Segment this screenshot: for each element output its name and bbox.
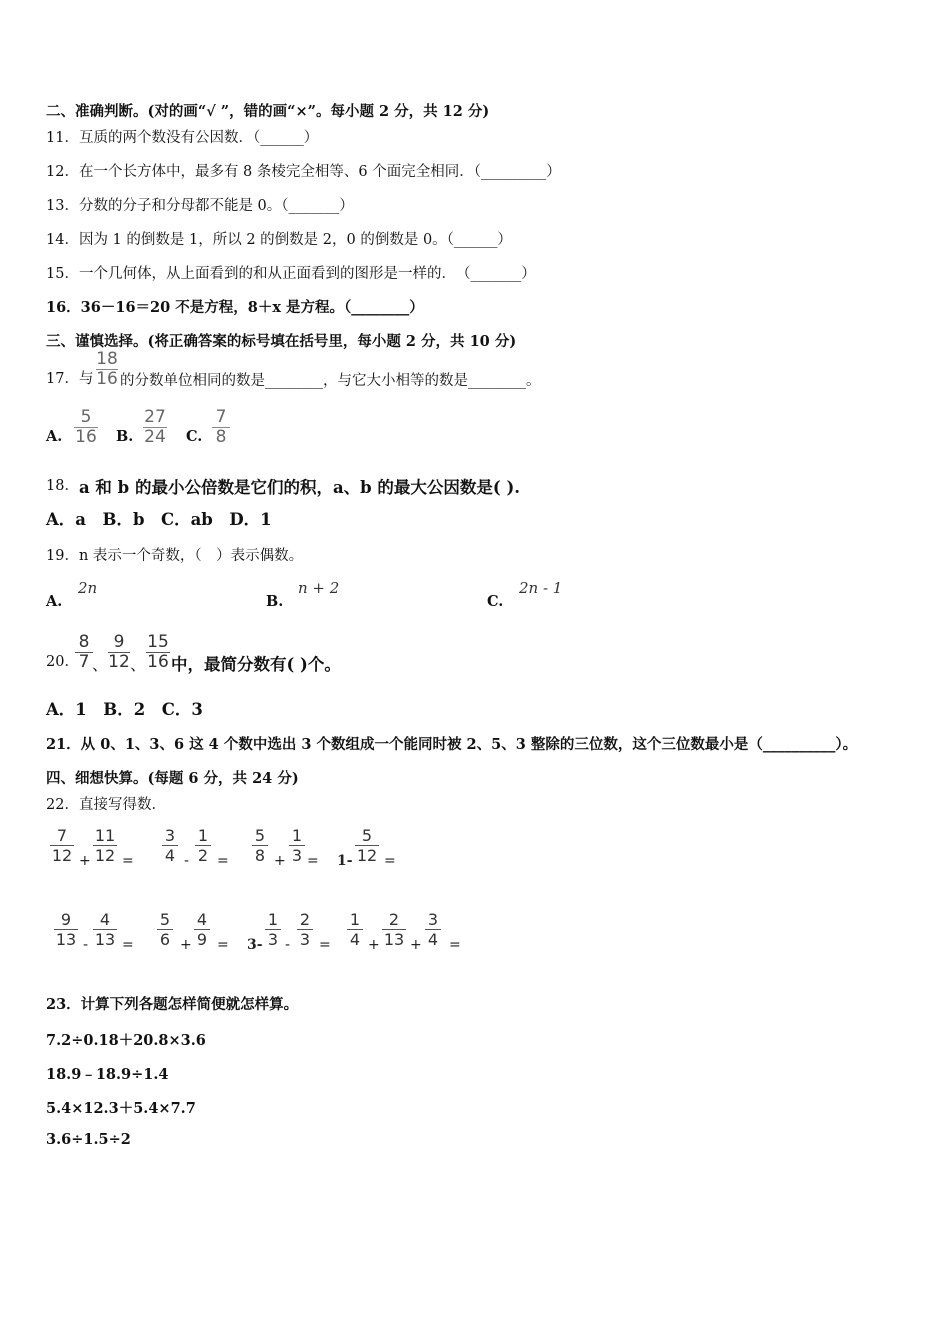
r2e1-frac-b xyxy=(93,911,117,948)
r1e1-equals: = xyxy=(122,853,134,869)
calc-item-4: 3.6÷1.5÷2 xyxy=(46,1131,131,1148)
numerator: 1 xyxy=(291,826,303,845)
option-c-expression: 2n - 1 xyxy=(519,579,563,597)
question-21: 21．从 0、1、3、6 这 4 个数中选出 3 个数组成一个能同时被 2、5、3 整除的三位数，这个三位数最小是（__________）。 xyxy=(46,736,858,753)
numerator: 18 xyxy=(96,349,118,369)
question-17-prefix: 17．与 xyxy=(46,371,94,387)
denominator: 13 xyxy=(383,930,405,949)
calc-item-3: 5.4×12.3＋5.4×7.7 xyxy=(46,1100,196,1117)
numerator: 8 xyxy=(78,632,90,652)
question-12: 12．在一个长方体中，最多有 8 条棱完全相等、6 个面完全相同．（_________） xyxy=(46,164,561,180)
option-b-label: B. xyxy=(266,593,284,610)
r2e4-frac-c xyxy=(425,911,441,948)
calc-item-2: 18.9﹣18.9÷1.4 xyxy=(46,1066,169,1083)
r2e1-equals: = xyxy=(122,937,134,953)
r1e3-frac-b xyxy=(289,827,305,864)
r1e2-equals: = xyxy=(217,853,229,869)
r1e3-frac-a xyxy=(252,827,268,864)
section4-heading: 四、细想快算。(每题 6 分，共 24 分) xyxy=(46,770,299,787)
r1e2-op: - xyxy=(184,853,190,869)
q20-fraction-1 xyxy=(75,634,93,671)
numerator: 5 xyxy=(159,910,171,929)
numerator: 9 xyxy=(113,632,125,652)
numerator: 27 xyxy=(144,407,166,427)
r2e4-op-2: + xyxy=(410,937,422,953)
r2e3-frac-a xyxy=(265,911,281,948)
numerator: 7 xyxy=(215,407,227,427)
option-b-label: B. xyxy=(116,428,134,445)
r2e4-frac-a xyxy=(347,911,363,948)
r2e4-frac-b xyxy=(382,911,406,948)
option-a-expression: 2n xyxy=(78,579,98,597)
denominator: 12 xyxy=(108,652,130,672)
question-23: 23．计算下列各题怎样简便就怎样算。 xyxy=(46,996,299,1013)
denominator: 8 xyxy=(215,427,227,447)
denominator: 16 xyxy=(96,369,118,389)
r1e4-frac-b xyxy=(355,827,379,864)
denominator: 3 xyxy=(299,930,311,949)
q20-separator-2: 、 xyxy=(130,655,147,674)
denominator: 12 xyxy=(94,846,116,865)
question-18-options: A．a B．b C．ab D．1 xyxy=(46,510,272,529)
option-c-label: C. xyxy=(487,593,504,610)
numerator: 4 xyxy=(196,910,208,929)
question-13: 13．分数的分子和分母都不能是 0。（_______） xyxy=(46,198,354,214)
option-c-label: C. xyxy=(186,428,203,445)
fraction-18-16 xyxy=(96,351,118,388)
denominator: 4 xyxy=(164,846,176,865)
numerator: 3 xyxy=(164,826,176,845)
section2-heading: 二、准确判断。(对的画“√ ”，错的画“×”。每小题 2 分，共 12 分) xyxy=(46,103,490,120)
option-a-label: A. xyxy=(46,593,63,610)
question-11: 11．互质的两个数没有公因数．（______） xyxy=(46,130,319,146)
q20-fraction-3 xyxy=(146,634,170,671)
r1e1-op: + xyxy=(79,853,91,869)
r2e3-op: - xyxy=(285,937,291,953)
denominator: 2 xyxy=(197,846,209,865)
question-22: 22．直接写得数． xyxy=(46,797,166,813)
numerator: 5 xyxy=(361,826,373,845)
question-18-text: a 和 b 的最小公倍数是它们的积，a、b 的最大公因数是( ). xyxy=(79,478,521,497)
r2e3-frac-b xyxy=(297,911,313,948)
denominator: 4 xyxy=(427,930,439,949)
denominator: 16 xyxy=(75,427,97,447)
denominator: 12 xyxy=(356,846,378,865)
denominator: 6 xyxy=(159,930,171,949)
numerator: 2 xyxy=(299,910,311,929)
numerator: 1 xyxy=(267,910,279,929)
option-c-fraction xyxy=(212,409,230,446)
r2e2-op: + xyxy=(180,937,192,953)
r2e1-op: - xyxy=(83,937,89,953)
r2e2-equals: = xyxy=(217,937,229,953)
option-b-expression: n + 2 xyxy=(298,579,340,597)
question-15: 15．一个几何体，从上面看到的和从正面看到的图形是一样的． （_______） xyxy=(46,266,536,282)
r2e3-equals: = xyxy=(319,937,331,953)
option-b-fraction xyxy=(143,409,167,446)
numerator: 3 xyxy=(427,910,439,929)
denominator: 7 xyxy=(78,652,90,672)
r1e1-frac-a xyxy=(50,827,74,864)
r2e2-frac-b xyxy=(194,911,210,948)
r2e4-equals: = xyxy=(449,937,461,953)
denominator: 13 xyxy=(55,930,77,949)
denominator: 3 xyxy=(267,930,279,949)
option-a-label: A. xyxy=(46,428,63,445)
option-a-fraction xyxy=(74,409,98,446)
r2e4-op-1: + xyxy=(368,937,380,953)
r1e2-frac-b xyxy=(195,827,211,864)
question-19: 19．n 表示一个奇数，（ ）表示偶数。 xyxy=(46,548,304,564)
denominator: 8 xyxy=(254,846,266,865)
r1e3-equals: = xyxy=(307,853,319,869)
numerator: 5 xyxy=(80,407,92,427)
question-18-number: 18． xyxy=(46,478,79,494)
numerator: 11 xyxy=(94,826,116,845)
q20-separator-1: 、 xyxy=(92,655,109,674)
numerator: 15 xyxy=(147,632,169,652)
numerator: 5 xyxy=(254,826,266,845)
r1e4-lead: 1- xyxy=(337,853,353,869)
numerator: 1 xyxy=(197,826,209,845)
r2e1-frac-a xyxy=(54,911,78,948)
r1e2-frac-a xyxy=(162,827,178,864)
question-14: 14．因为 1 的倒数是 1，所以 2 的倒数是 2，0 的倒数是 0。（______） xyxy=(46,232,512,248)
question-20-text: 中，最简分数有( )个。 xyxy=(171,655,341,674)
section3-heading: 三、谨慎选择。(将正确答案的标号填在括号里，每小题 2 分，共 10 分) xyxy=(46,333,517,350)
question-20-number: 20． xyxy=(46,654,79,670)
calc-item-1: 7.2÷0.18＋20.8×3.6 xyxy=(46,1032,206,1049)
denominator: 3 xyxy=(291,846,303,865)
r2e3-lead: 3- xyxy=(247,937,263,953)
q20-fraction-2 xyxy=(108,634,130,671)
denominator: 13 xyxy=(94,930,116,949)
r2e2-frac-a xyxy=(157,911,173,948)
r1e3-op: + xyxy=(274,853,286,869)
r1e4-equals: = xyxy=(384,853,396,869)
question-20-options: A．1 B．2 C．3 xyxy=(46,700,203,719)
r1e1-frac-b xyxy=(93,827,117,864)
numerator: 2 xyxy=(388,910,400,929)
question-17-text: 的分数单位相同的数是________，与它大小相等的数是________。 xyxy=(120,373,541,389)
numerator: 4 xyxy=(99,910,111,929)
question-16: 16．36－16＝20 不是方程，8＋x 是方程。（________） xyxy=(46,299,424,316)
denominator: 24 xyxy=(144,427,166,447)
denominator: 4 xyxy=(349,930,361,949)
denominator: 9 xyxy=(196,930,208,949)
numerator: 1 xyxy=(349,910,361,929)
denominator: 12 xyxy=(51,846,73,865)
numerator: 7 xyxy=(56,826,68,845)
numerator: 9 xyxy=(60,910,72,929)
denominator: 16 xyxy=(147,652,169,672)
